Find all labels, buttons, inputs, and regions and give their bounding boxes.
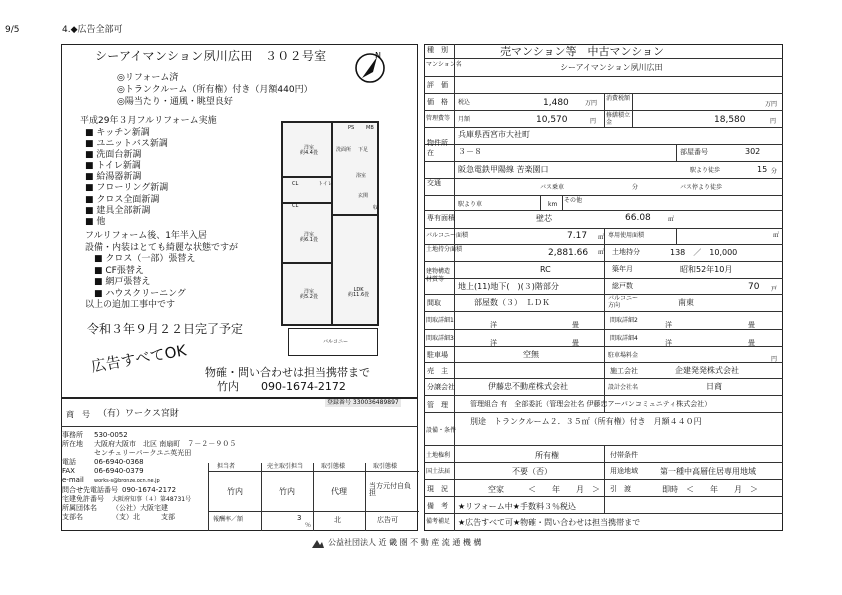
staff-value: 代理 (331, 487, 347, 496)
total-units: 70 (748, 282, 760, 292)
room-storage: 収 (373, 205, 379, 211)
address-block: ３－８ (458, 147, 482, 156)
after-item: ■ クロス（一部）張替え (85, 254, 196, 264)
reform-list (85, 128, 168, 228)
parking-fee-label: 駐車場料金 (608, 352, 639, 359)
agent-row: e-mail works-s@bronze.ocn.ne.jp (62, 476, 160, 484)
management: 管理組合 有 全部委託（管理会社名 伊藤忠アーバンコミュニティ株式会社） (470, 400, 712, 408)
address-city: 兵庫県西宮市大社町 (458, 130, 530, 139)
builder-label: 施工会社 (610, 367, 638, 375)
property-type: 売マンション等 中古マンション (500, 45, 665, 58)
spec-col-divider (604, 445, 605, 513)
walk-minutes: 15 (757, 165, 768, 174)
label-facility: 設備・条件 (426, 427, 457, 434)
divider (261, 463, 262, 531)
designer: 日商 (706, 382, 722, 391)
total-units-unit: 戸 (771, 286, 778, 293)
repair-fund-label: 修繕積立金 (606, 112, 631, 126)
spec-row-divider (424, 76, 783, 77)
agent-row: 問合せ先電話番号 090-1674-2172 (62, 486, 177, 494)
label-location: 物件所在 (427, 139, 448, 157)
bullet-1: ◎リフォーム済 (117, 73, 179, 83)
after-item: ■ 網戸張替え (85, 277, 151, 287)
detail-3-unit: 畳 (572, 339, 579, 347)
plan-wall (331, 214, 379, 216)
staff-header: 取引態様 (321, 463, 346, 470)
bullet-2: ◎トランクルーム（所有権）付き（月額440円） (117, 85, 313, 95)
staff-table (208, 463, 419, 531)
building-title: シーアイマンション夙川広田 ３０２号室 (95, 49, 327, 63)
label-detail-2: 間取詳細2 (610, 317, 638, 324)
parking: 空無 (523, 350, 539, 359)
reform-item: ■ キッチン新調 (85, 128, 150, 138)
balcony-area: 7.17 (567, 231, 588, 241)
staff-value: 竹内 (227, 487, 243, 496)
room-closet-1: CL (292, 181, 299, 187)
room-washroom: 洗面所 (336, 147, 352, 153)
units-label: 総戸数 (612, 282, 633, 290)
label-balcony-area: バルコニー面積 (426, 232, 469, 239)
label-note: 備 考 (427, 502, 448, 510)
land-share-unit: ㎡ (598, 249, 605, 256)
room-number: 302 (745, 147, 761, 156)
after-line: フルリフォーム後、1年半入居 (85, 231, 207, 241)
room-balcony-label: バルコニー (323, 339, 349, 345)
balcony-direction-label: バルコニー方向 (608, 295, 639, 309)
floors: 地上(11)地下( )(３)階部分 (458, 282, 559, 291)
designer-label: 設計会社名 (608, 384, 639, 391)
room-mb: MB (366, 125, 374, 131)
divider (313, 463, 314, 511)
divider (209, 471, 419, 472)
label-detail-4: 間取詳細4 (610, 335, 638, 342)
association-logo-icon (311, 538, 325, 550)
price-value: 1,480 (543, 98, 569, 108)
land-share-area: 2,881.66 (548, 248, 589, 258)
label-structure: 建物構造材質等 (426, 268, 451, 283)
reform-item: ■ クロス全面新調 (85, 194, 160, 205)
label-type: 種 別 (427, 46, 448, 54)
spec-row-divider (424, 412, 783, 413)
agent-row: FAX 06-6940-0379 (62, 467, 144, 475)
reform-item: ■ 建具全部新調 (85, 205, 151, 216)
after-item: ■ CF張替え (85, 265, 144, 276)
completion-date: 令和３年９月２２日完了予定 (87, 322, 244, 336)
room-ldk: LDK 約11.6畳 (348, 287, 370, 298)
reform-item: ■ トイレ新調 (85, 161, 141, 172)
spec-col-divider (676, 144, 677, 161)
label-note-2: 備考補足 (426, 518, 451, 525)
detail-4-type: 洋 (665, 339, 672, 347)
label-management: 管 理 (427, 401, 448, 409)
plan-wall (281, 262, 333, 264)
repair-fund-unit: 円 (770, 118, 777, 125)
room-western-1: 洋室 約4.4畳 (300, 145, 318, 156)
zoning: 不要（否） (512, 467, 552, 476)
reform-item: ■ 洗面台新調 (85, 150, 142, 161)
area-measure-type: 壁芯 (536, 214, 552, 223)
room-western-2: 洋室 約6.1畳 (300, 232, 318, 243)
spec-row-divider (424, 144, 783, 145)
detail-1-type: 洋 (490, 321, 497, 329)
after-reform-notes (85, 231, 238, 312)
detail-4-unit: 畳 (748, 339, 755, 347)
registration-code: 登録番号 330036489897 (327, 399, 399, 406)
price-tax-note: 税込 (458, 99, 471, 106)
label-seller-company: 分譲会社 (427, 383, 455, 391)
fee-monthly-note: 月額 (458, 116, 471, 123)
spec-col-divider (604, 93, 605, 127)
label-name: マンション名 (426, 61, 462, 68)
label-zoning: 国土法届 (426, 468, 451, 475)
floor-area-unit: ㎡ (668, 216, 675, 223)
note: ★リフォーム中★手数料３％税込 (458, 502, 576, 511)
bus-label: バス乗車 (540, 184, 565, 191)
staff-value: 当方元付自負担 (369, 482, 411, 497)
reform-item: ■ 給湯器新調 (85, 172, 142, 183)
walk-unit: 分 (771, 168, 778, 175)
agent-row: 事務所 530-0052 (62, 431, 128, 439)
repair-fund: 18,580 (714, 115, 746, 125)
spec-col-divider (676, 228, 677, 244)
busstop-walk-label: バス停より徒歩 (680, 184, 723, 191)
page-number: 9/5 (5, 25, 20, 35)
svg-text:N: N (375, 51, 381, 60)
property-name: シーアイマンション夙川広田 (560, 63, 663, 72)
north-compass-icon (352, 48, 388, 86)
label-detail-3: 間取詳細3 (426, 335, 454, 342)
spec-row-divider (424, 58, 783, 59)
built-date: 昭和52年10月 (680, 265, 733, 274)
agent-row: 宅建免許番号 大阪府知事（４）第48731号 (62, 495, 192, 503)
builder: 企建発発株式会社 (675, 366, 739, 375)
plan-wall (281, 202, 333, 204)
agent-row: 所在地 大阪府大阪市 北区 南扇町 ７－２－９０５ (62, 440, 237, 448)
reform-item: ■ フローリング新調 (85, 183, 169, 194)
lease-label: 付帯条件 (610, 451, 638, 459)
detail-1-unit: 畳 (572, 321, 579, 329)
land-right: 所有権 (535, 451, 559, 460)
spec-row-divider (424, 161, 783, 162)
consumption-tax-label: 消費税額 (606, 95, 631, 102)
fee-rate-label: 報酬率／額 (213, 516, 244, 523)
label-area: 専有面積 (427, 214, 455, 222)
land-ratio: 138 ／ 10,000 (670, 248, 738, 257)
facility: 別途 トランクルーム２．３５㎡（所有権）付き 月額４４０円 (470, 417, 702, 426)
room-western-3: 洋室 約5.2畳 (300, 289, 318, 300)
handover: 即時 ＜ 年 月 ＞ (662, 485, 758, 494)
agent-row: 所属団体名 （公社）大阪宅建 (62, 504, 168, 512)
structure: RC (540, 265, 551, 274)
spec-col-divider (632, 93, 633, 127)
label-detail-1: 間取詳細1 (426, 317, 454, 324)
label-fee: 管理費等 (426, 115, 451, 122)
other-traffic-label: その他 (564, 197, 583, 204)
staff-value: 竹内 (279, 487, 295, 496)
page-heading: 4.◆広告全部可 (62, 25, 123, 35)
spec-row-divider (424, 210, 783, 211)
after-line: 設備・内装はとても綺麗な状態ですが (85, 242, 239, 253)
company-name: （有）ワークス宮財 (98, 409, 179, 419)
divider (61, 426, 418, 427)
layout: 部屋数（３） ＬＤＫ (474, 298, 550, 307)
detail-3-type: 洋 (490, 339, 497, 347)
ad-ok-label: 広告すべてOK (89, 341, 188, 376)
spec-col-divider (540, 196, 541, 210)
consumption-tax-unit: 万円 (765, 101, 778, 108)
detail-2-type: 洋 (665, 321, 672, 329)
car-label: 駅より車 (458, 201, 483, 208)
spec-row-divider (424, 178, 783, 179)
staff-header: 担当者 (217, 463, 236, 470)
room-ps: PS (348, 125, 355, 131)
status: 空家 ＜ 年 月 ＞ (488, 485, 600, 494)
floor-area: 66.08 (625, 213, 651, 223)
spec-col-divider (562, 196, 563, 210)
contact-line-1: 物確・問い合わせは担当携帯まで (205, 366, 370, 379)
management-fee: 10,570 (536, 115, 568, 125)
contact-line-2: 竹内 090-1674-2172 (217, 380, 346, 393)
spec-col-divider (604, 244, 605, 294)
room-bath: 浴室 (356, 173, 367, 179)
label-land-right: 土地権利 (426, 452, 451, 459)
staff-header: 売主取引担当 (267, 463, 304, 470)
private-area-unit: ㎡ (773, 232, 780, 239)
reform-item: ■ 他 (85, 216, 106, 227)
balcony-area-unit: ㎡ (598, 234, 605, 241)
spec-row-divider (424, 513, 783, 514)
label-price: 価 格 (427, 98, 448, 106)
label-parking: 駐車場 (427, 351, 448, 359)
staff-region: 北 (334, 516, 341, 524)
handover-label: 引 渡 (610, 485, 631, 493)
room-toilet: トイレ (318, 181, 333, 187)
car-unit: km (548, 201, 558, 208)
use-district: 第一種中高層住居専用地域 (660, 467, 756, 476)
label-traffic: 交通 (427, 179, 441, 187)
land-ratio-label: 土地持分 (612, 248, 640, 256)
fee-rate-value: 3 (297, 514, 302, 522)
use-district-label: 用途地域 (610, 467, 638, 475)
after-tail: 以上の追加工事中です (85, 300, 176, 310)
room-entrance: 玄関 (358, 193, 369, 199)
room-number-label: 部屋番号 (680, 148, 708, 156)
detail-2-unit: 畳 (748, 321, 755, 329)
label-seller: 売 主 (427, 367, 448, 375)
label-land: 土地持分面積 (426, 246, 463, 253)
station: 阪急電鉄甲陽線 苦楽園口 (458, 165, 549, 174)
plan-wall (281, 176, 333, 178)
reform-item: ■ ユニットバス新調 (85, 139, 168, 150)
company-label: 商 号 (66, 410, 90, 419)
label-column-divider (454, 44, 455, 531)
spec-row-divider (424, 195, 783, 196)
parking-fee-unit: 円 (771, 356, 778, 363)
after-item: ■ ハウスクリーニング (85, 288, 186, 299)
label-review: 評 価 (427, 81, 448, 89)
fee-rate-unit: ％ (305, 522, 312, 529)
room-shoe-storage: 下足 (358, 147, 369, 153)
private-area-label: 専用使用面積 (608, 232, 645, 239)
divider (209, 511, 419, 512)
bullet-3: ◎陽当たり・通風・眺望良好 (117, 97, 233, 107)
spec-row-divider (424, 127, 783, 128)
staff-ad-permission: 広告可 (377, 516, 398, 524)
reform-heading: 平成29年３月フルリフォーム実施 (80, 116, 217, 126)
walk-label: 駅より徒歩 (690, 167, 721, 174)
agent-row: 支部名 （支）北 支部 (62, 513, 175, 521)
built-label: 築年月 (612, 265, 633, 273)
label-layout: 間取 (427, 299, 441, 307)
agent-row: 電話 06-6940-0368 (62, 458, 144, 466)
room-closet-2: CL (292, 203, 299, 209)
bus-unit: 分 (632, 184, 639, 191)
footer-association: 公益社団法人 近 畿 圏 不 動 産 流 通 機 構 (328, 538, 482, 547)
management-fee-unit: 円 (590, 118, 597, 125)
label-status: 現 況 (427, 485, 448, 493)
staff-header: 取引態様 (373, 463, 398, 470)
note-2: ★広告すべて可★物確・問い合わせは担当携帯まで (458, 518, 641, 527)
agent-row: センチュリーパークユニ英光田 (94, 449, 192, 457)
balcony-direction: 南東 (678, 298, 694, 307)
floor-plan (278, 118, 385, 360)
divider (365, 463, 366, 531)
price-unit: 万円 (585, 100, 598, 107)
seller-company: 伊藤忠不動産株式会社 (488, 382, 568, 391)
divider (313, 511, 314, 531)
